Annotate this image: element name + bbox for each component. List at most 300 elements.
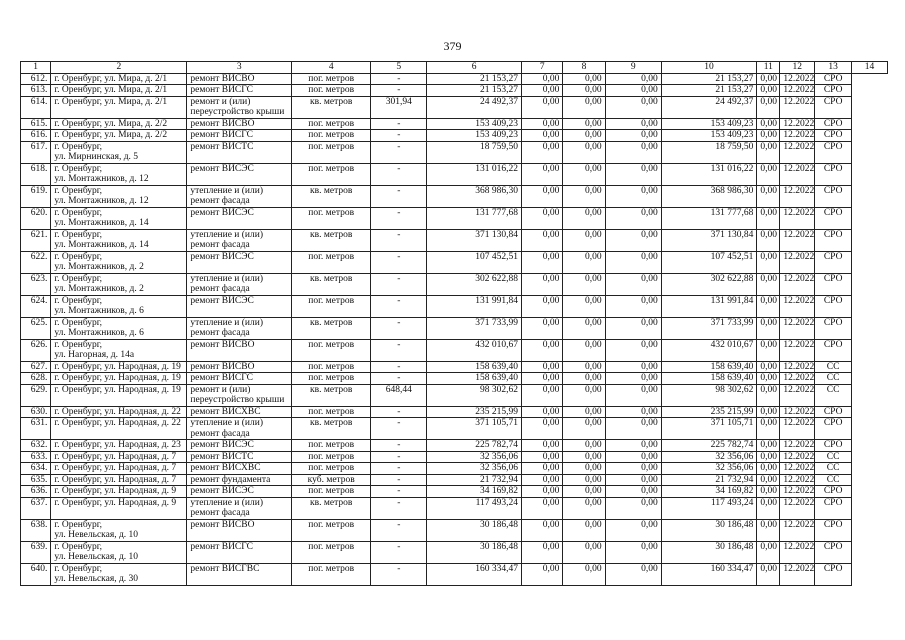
table-row bbox=[21, 229, 888, 251]
method-cell: СРО bbox=[815, 185, 852, 207]
quantity-cell: - bbox=[371, 563, 427, 585]
address-cell bbox=[51, 418, 187, 440]
total-cost-cell: 158 639,40 bbox=[427, 361, 522, 373]
unit-cell: пог. метров bbox=[292, 440, 371, 452]
table-row bbox=[21, 185, 888, 207]
row-number: 623. bbox=[21, 273, 51, 295]
fund-cell: 0,00 bbox=[757, 563, 780, 585]
fund-cell: 0,00 bbox=[605, 185, 661, 207]
column-header: 2 bbox=[51, 62, 187, 74]
method-cell: СРО bbox=[815, 118, 852, 130]
total-cost-cell: 30 186,48 bbox=[427, 541, 522, 563]
quantity-cell: - bbox=[371, 486, 427, 498]
fund-cell: 0,00 bbox=[605, 497, 661, 519]
table-row bbox=[21, 96, 888, 118]
address-line-2: ул. Монтажников, д. 6 bbox=[54, 306, 144, 316]
fund-cell: 0,00 bbox=[522, 563, 563, 585]
work-type-cell bbox=[187, 474, 292, 486]
address-line-2: ул. Монтажников, д. 12 bbox=[54, 196, 149, 206]
fund-cell: 0,00 bbox=[522, 295, 563, 317]
fund-cell: 0,00 bbox=[522, 96, 563, 118]
work-type-cell bbox=[187, 418, 292, 440]
work-line-2: ремонт фасада bbox=[190, 428, 250, 439]
fund-cell: 0,00 bbox=[522, 273, 563, 295]
row-number: 627. bbox=[21, 361, 51, 373]
row-number: 634. bbox=[21, 463, 51, 475]
address-line-2: ул. Мирнинская, д. 5 bbox=[54, 152, 139, 162]
address-line-1: г. Оренбург, bbox=[54, 295, 102, 306]
fund-cell: 0,00 bbox=[757, 163, 780, 185]
quantity-cell: - bbox=[371, 141, 427, 163]
method-cell: СРО bbox=[815, 141, 852, 163]
table-row bbox=[21, 163, 888, 185]
fund-cell: 0,00 bbox=[522, 373, 563, 385]
table-row bbox=[21, 273, 888, 295]
address-line-1: г. Оренбург, bbox=[54, 251, 102, 262]
term-cell: 12.2022 bbox=[780, 497, 815, 519]
method-cell: СРО bbox=[815, 295, 852, 317]
method-cell: СРО bbox=[815, 418, 852, 440]
address-cell bbox=[51, 541, 187, 563]
row-number: 617. bbox=[21, 141, 51, 163]
fund-cell: 0,00 bbox=[757, 451, 780, 463]
fund-cell: 0,00 bbox=[757, 85, 780, 97]
fund-cell: 368 986,30 bbox=[661, 185, 757, 207]
quantity-cell: - bbox=[371, 163, 427, 185]
fund-cell: 0,00 bbox=[605, 440, 661, 452]
total-cost-cell: 117 493,24 bbox=[427, 497, 522, 519]
fund-cell: 0,00 bbox=[605, 361, 661, 373]
term-cell: 12.2022 bbox=[780, 418, 815, 440]
fund-cell: 131 016,22 bbox=[661, 163, 757, 185]
unit-cell: пог. метров bbox=[292, 563, 371, 585]
work-line-2: переустройство крыши bbox=[190, 395, 285, 405]
fund-cell: 0,00 bbox=[563, 519, 605, 541]
fund-cell: 0,00 bbox=[605, 73, 661, 85]
work-type-cell bbox=[187, 85, 292, 97]
term-cell: 12.2022 bbox=[780, 229, 815, 251]
fund-cell: 0,00 bbox=[757, 361, 780, 373]
table-row bbox=[21, 451, 888, 463]
fund-cell: 0,00 bbox=[522, 440, 563, 452]
total-cost-cell: 21 732,94 bbox=[427, 474, 522, 486]
table-row bbox=[21, 418, 888, 440]
work-line-1: утепление и (или) bbox=[190, 185, 264, 196]
method-cell: СРО bbox=[815, 96, 852, 118]
address-line-2: ул. Невельская, д. 10 bbox=[54, 530, 139, 540]
term-cell: 12.2022 bbox=[780, 563, 815, 585]
quantity-cell: - bbox=[371, 418, 427, 440]
work-type-cell bbox=[187, 185, 292, 207]
table-row bbox=[21, 251, 888, 273]
term-cell: 12.2022 bbox=[780, 295, 815, 317]
method-cell: СРО bbox=[815, 273, 852, 295]
row-number: 636. bbox=[21, 486, 51, 498]
fund-cell: 0,00 bbox=[757, 229, 780, 251]
term-cell: 12.2022 bbox=[780, 384, 815, 406]
table-row bbox=[21, 85, 888, 97]
method-cell: СРО bbox=[815, 317, 852, 339]
term-cell: 12.2022 bbox=[780, 317, 815, 339]
fund-cell: 0,00 bbox=[522, 85, 563, 97]
quantity-cell: - bbox=[371, 497, 427, 519]
table-row bbox=[21, 440, 888, 452]
address-cell bbox=[51, 185, 187, 207]
total-cost-cell: 160 334,47 bbox=[427, 563, 522, 585]
method-cell: СРО bbox=[815, 541, 852, 563]
total-cost-cell: 98 302,62 bbox=[427, 384, 522, 406]
unit-cell: пог. метров bbox=[292, 251, 371, 273]
unit-cell: пог. метров bbox=[292, 163, 371, 185]
work-type-cell bbox=[187, 373, 292, 385]
fund-cell: 0,00 bbox=[605, 339, 661, 361]
address-line-1: г. Оренбург, ул. Мира, д. 2/1 bbox=[54, 96, 168, 107]
fund-cell: 0,00 bbox=[563, 486, 605, 498]
fund-cell: 0,00 bbox=[522, 541, 563, 563]
work-type-cell bbox=[187, 295, 292, 317]
fund-cell: 0,00 bbox=[605, 96, 661, 118]
address-line-1: г. Оренбург, ул. Мира, д. 2/2 bbox=[54, 130, 168, 140]
work-type-cell bbox=[187, 229, 292, 251]
fund-cell: 0,00 bbox=[563, 163, 605, 185]
quantity-cell: - bbox=[371, 361, 427, 373]
fund-cell: 153 409,23 bbox=[661, 130, 757, 142]
term-cell: 12.2022 bbox=[780, 361, 815, 373]
work-line-2: ремонт фасада bbox=[190, 240, 250, 250]
address-cell bbox=[51, 361, 187, 373]
work-type-cell bbox=[187, 384, 292, 406]
fund-cell: 235 215,99 bbox=[661, 406, 757, 418]
unit-cell: пог. метров bbox=[292, 339, 371, 361]
fund-cell: 0,00 bbox=[605, 229, 661, 251]
table-row bbox=[21, 373, 888, 385]
total-cost-cell: 302 622,88 bbox=[427, 273, 522, 295]
table-row bbox=[21, 384, 888, 406]
fund-cell: 0,00 bbox=[563, 141, 605, 163]
term-cell: 12.2022 bbox=[780, 486, 815, 498]
unit-cell: пог. метров bbox=[292, 463, 371, 475]
address-line-1: г. Оренбург, ул. Народная, д. 9 bbox=[54, 497, 177, 508]
fund-cell: 0,00 bbox=[757, 519, 780, 541]
fund-cell: 0,00 bbox=[605, 541, 661, 563]
fund-cell: 158 639,40 bbox=[661, 373, 757, 385]
address-line-1: г. Оренбург, ул. Народная, д. 19 bbox=[54, 373, 181, 383]
fund-cell: 0,00 bbox=[757, 317, 780, 339]
term-cell: 12.2022 bbox=[780, 541, 815, 563]
capital-repair-table bbox=[20, 61, 888, 586]
unit-cell: пог. метров bbox=[292, 295, 371, 317]
table-row bbox=[21, 295, 888, 317]
fund-cell: 0,00 bbox=[605, 406, 661, 418]
unit-cell: пог. метров bbox=[292, 373, 371, 385]
work-line-1: ремонт и (или) bbox=[190, 384, 251, 395]
row-number: 631. bbox=[21, 418, 51, 440]
fund-cell: 0,00 bbox=[757, 418, 780, 440]
address-cell bbox=[51, 463, 187, 475]
row-number: 615. bbox=[21, 118, 51, 130]
total-cost-cell: 131 777,68 bbox=[427, 207, 522, 229]
column-header: 6 bbox=[427, 62, 522, 74]
address-cell bbox=[51, 519, 187, 541]
column-header: 14 bbox=[852, 62, 888, 74]
fund-cell: 0,00 bbox=[563, 563, 605, 585]
fund-cell: 0,00 bbox=[757, 541, 780, 563]
fund-cell: 0,00 bbox=[522, 130, 563, 142]
address-cell bbox=[51, 207, 187, 229]
term-cell: 12.2022 bbox=[780, 130, 815, 142]
fund-cell: 0,00 bbox=[563, 451, 605, 463]
unit-cell: пог. метров bbox=[292, 361, 371, 373]
work-line-1: ремонт ВИСЭС bbox=[190, 207, 254, 218]
method-cell: СРО bbox=[815, 497, 852, 519]
fund-cell: 371 130,84 bbox=[661, 229, 757, 251]
term-cell: 12.2022 bbox=[780, 163, 815, 185]
fund-cell: 0,00 bbox=[522, 229, 563, 251]
work-line-1: ремонт ВИСГС bbox=[190, 541, 253, 552]
fund-cell: 0,00 bbox=[605, 373, 661, 385]
method-cell: СС bbox=[815, 373, 852, 385]
column-header: 13 bbox=[815, 62, 852, 74]
fund-cell: 302 622,88 bbox=[661, 273, 757, 295]
fund-cell: 131 777,68 bbox=[661, 207, 757, 229]
address-line-2: ул. Невельская, д. 10 bbox=[54, 552, 139, 562]
address-line-1: г. Оренбург, bbox=[54, 541, 102, 552]
work-type-cell bbox=[187, 73, 292, 85]
row-number: 616. bbox=[21, 130, 51, 142]
total-cost-cell: 371 733,99 bbox=[427, 317, 522, 339]
address-line-1: г. Оренбург, ул. Мира, д. 2/1 bbox=[54, 85, 168, 95]
fund-cell: 0,00 bbox=[605, 118, 661, 130]
work-type-cell bbox=[187, 497, 292, 519]
address-line-2: ул. Монтажников, д. 14 bbox=[54, 240, 149, 250]
work-type-cell bbox=[187, 463, 292, 475]
table-row bbox=[21, 497, 888, 519]
work-line-1: ремонт ВИСХВС bbox=[190, 406, 261, 417]
quantity-cell: - bbox=[371, 85, 427, 97]
fund-cell: 0,00 bbox=[605, 474, 661, 486]
address-line-1: г. Оренбург, ул. Народная, д. 7 bbox=[54, 474, 177, 485]
work-type-cell bbox=[187, 251, 292, 273]
fund-cell: 0,00 bbox=[563, 317, 605, 339]
row-number: 626. bbox=[21, 339, 51, 361]
unit-cell: пог. метров bbox=[292, 519, 371, 541]
work-line-1: ремонт ВИСГС bbox=[190, 130, 253, 140]
column-header: 11 bbox=[757, 62, 780, 74]
quantity-cell: - bbox=[371, 451, 427, 463]
fund-cell: 21 153,27 bbox=[661, 73, 757, 85]
address-line-2: ул. Невельская, д. 30 bbox=[54, 574, 139, 584]
address-cell bbox=[51, 118, 187, 130]
fund-cell: 0,00 bbox=[757, 440, 780, 452]
work-line-1: ремонт ВИСЭС bbox=[190, 440, 254, 450]
address-line-1: г. Оренбург, bbox=[54, 519, 102, 530]
term-cell: 12.2022 bbox=[780, 463, 815, 475]
fund-cell: 0,00 bbox=[563, 73, 605, 85]
row-number: 629. bbox=[21, 384, 51, 406]
fund-cell: 30 186,48 bbox=[661, 541, 757, 563]
address-cell bbox=[51, 73, 187, 85]
work-line-1: ремонт ВИСГС bbox=[190, 85, 253, 95]
term-cell: 12.2022 bbox=[780, 207, 815, 229]
method-cell: СРО bbox=[815, 130, 852, 142]
method-cell: СС bbox=[815, 384, 852, 406]
fund-cell: 0,00 bbox=[563, 251, 605, 273]
term-cell: 12.2022 bbox=[780, 73, 815, 85]
address-line-2: ул. Монтажников, д. 12 bbox=[54, 174, 149, 184]
fund-cell: 0,00 bbox=[605, 418, 661, 440]
work-line-1: ремонт ВИСТС bbox=[190, 451, 254, 462]
term-cell: 12.2022 bbox=[780, 96, 815, 118]
term-cell: 12.2022 bbox=[780, 185, 815, 207]
address-cell bbox=[51, 406, 187, 418]
fund-cell: 0,00 bbox=[563, 85, 605, 97]
quantity-cell: - bbox=[371, 474, 427, 486]
fund-cell: 0,00 bbox=[605, 273, 661, 295]
address-line-1: г. Оренбург, bbox=[54, 317, 102, 328]
total-cost-cell: 225 782,74 bbox=[427, 440, 522, 452]
quantity-cell: - bbox=[371, 295, 427, 317]
row-number: 637. bbox=[21, 497, 51, 519]
unit-cell: пог. метров bbox=[292, 541, 371, 563]
fund-cell: 0,00 bbox=[757, 339, 780, 361]
column-header: 12 bbox=[780, 62, 815, 74]
fund-cell: 0,00 bbox=[605, 317, 661, 339]
quantity-cell: - bbox=[371, 463, 427, 475]
column-header: 4 bbox=[292, 62, 371, 74]
work-type-cell bbox=[187, 440, 292, 452]
unit-cell: пог. метров bbox=[292, 486, 371, 498]
fund-cell: 0,00 bbox=[522, 339, 563, 361]
page-number: 379 bbox=[443, 39, 462, 53]
fund-cell: 21 153,27 bbox=[661, 85, 757, 97]
fund-cell: 0,00 bbox=[563, 339, 605, 361]
work-type-cell bbox=[187, 406, 292, 418]
fund-cell: 0,00 bbox=[605, 486, 661, 498]
row-number: 633. bbox=[21, 451, 51, 463]
method-cell: СС bbox=[815, 474, 852, 486]
fund-cell: 107 452,51 bbox=[661, 251, 757, 273]
fund-cell: 0,00 bbox=[757, 486, 780, 498]
row-number: 612. bbox=[21, 73, 51, 85]
unit-cell: пог. метров bbox=[292, 451, 371, 463]
address-cell bbox=[51, 384, 187, 406]
address-cell bbox=[51, 130, 187, 142]
column-header: 5 bbox=[371, 62, 427, 74]
fund-cell: 160 334,47 bbox=[661, 563, 757, 585]
fund-cell: 34 169,82 bbox=[661, 486, 757, 498]
work-type-cell bbox=[187, 486, 292, 498]
fund-cell: 32 356,06 bbox=[661, 463, 757, 475]
quantity-cell: - bbox=[371, 251, 427, 273]
work-line-1: ремонт ВИСЭС bbox=[190, 251, 254, 262]
fund-cell: 0,00 bbox=[605, 130, 661, 142]
quantity-cell: - bbox=[371, 440, 427, 452]
total-cost-cell: 368 986,30 bbox=[427, 185, 522, 207]
method-cell: СРО bbox=[815, 563, 852, 585]
work-line-1: ремонт ВИСВО bbox=[190, 73, 255, 84]
work-line-1: ремонт ВИСВО bbox=[190, 519, 255, 530]
table-row bbox=[21, 73, 888, 85]
work-type-cell bbox=[187, 451, 292, 463]
fund-cell: 0,00 bbox=[563, 229, 605, 251]
quantity-cell: - bbox=[371, 185, 427, 207]
row-number: 630. bbox=[21, 406, 51, 418]
address-line-1: г. Оренбург, bbox=[54, 563, 102, 574]
address-line-1: г. Оренбург, ул. Мира, д. 2/2 bbox=[54, 118, 168, 129]
fund-cell: 0,00 bbox=[757, 130, 780, 142]
work-type-cell bbox=[187, 563, 292, 585]
address-cell bbox=[51, 251, 187, 273]
address-cell bbox=[51, 163, 187, 185]
table-row bbox=[21, 474, 888, 486]
total-cost-cell: 18 759,50 bbox=[427, 141, 522, 163]
fund-cell: 0,00 bbox=[605, 451, 661, 463]
row-number: 620. bbox=[21, 207, 51, 229]
fund-cell: 0,00 bbox=[757, 251, 780, 273]
term-cell: 12.2022 bbox=[780, 451, 815, 463]
fund-cell: 0,00 bbox=[522, 519, 563, 541]
fund-cell: 0,00 bbox=[563, 497, 605, 519]
unit-cell: пог. метров bbox=[292, 85, 371, 97]
address-cell bbox=[51, 317, 187, 339]
fund-cell: 0,00 bbox=[605, 463, 661, 475]
unit-cell: кв. метров bbox=[292, 229, 371, 251]
work-line-1: ремонт ВИСЭС bbox=[190, 295, 254, 306]
fund-cell: 0,00 bbox=[757, 474, 780, 486]
total-cost-cell: 153 409,23 bbox=[427, 130, 522, 142]
row-number: 640. bbox=[21, 563, 51, 585]
total-cost-cell: 24 492,37 bbox=[427, 96, 522, 118]
unit-cell: пог. метров bbox=[292, 73, 371, 85]
fund-cell: 0,00 bbox=[757, 73, 780, 85]
fund-cell: 0,00 bbox=[757, 373, 780, 385]
column-header: 8 bbox=[563, 62, 605, 74]
fund-cell: 117 493,24 bbox=[661, 497, 757, 519]
total-cost-cell: 153 409,23 bbox=[427, 118, 522, 130]
address-line-1: г. Оренбург, ул. Мира, д. 2/1 bbox=[54, 73, 168, 84]
address-cell bbox=[51, 229, 187, 251]
row-number: 625. bbox=[21, 317, 51, 339]
table-row bbox=[21, 317, 888, 339]
row-number: 613. bbox=[21, 85, 51, 97]
address-cell bbox=[51, 451, 187, 463]
row-number: 618. bbox=[21, 163, 51, 185]
work-type-cell bbox=[187, 118, 292, 130]
work-line-1: утепление и (или) bbox=[190, 497, 264, 508]
total-cost-cell: 235 215,99 bbox=[427, 406, 522, 418]
work-line-1: утепление и (или) bbox=[190, 418, 264, 428]
fund-cell: 0,00 bbox=[757, 141, 780, 163]
address-cell bbox=[51, 486, 187, 498]
row-number: 635. bbox=[21, 474, 51, 486]
column-header: 1 bbox=[21, 62, 51, 74]
address-line-2: ул. Монтажников, д. 6 bbox=[54, 328, 144, 338]
method-cell: СРО bbox=[815, 251, 852, 273]
table-row bbox=[21, 519, 888, 541]
unit-cell: кв. метров bbox=[292, 317, 371, 339]
quantity-cell: - bbox=[371, 207, 427, 229]
work-line-1: ремонт ВИСГВС bbox=[190, 563, 260, 574]
work-line-1: ремонт и (или) bbox=[190, 96, 251, 107]
address-line-1: г. Оренбург, ул. Народная, д. 23 bbox=[54, 440, 181, 450]
fund-cell: 0,00 bbox=[522, 317, 563, 339]
fund-cell: 24 492,37 bbox=[661, 96, 757, 118]
unit-cell: пог. метров bbox=[292, 141, 371, 163]
quantity-cell: - bbox=[371, 317, 427, 339]
fund-cell: 0,00 bbox=[605, 85, 661, 97]
method-cell: СРО bbox=[815, 207, 852, 229]
table-row bbox=[21, 463, 888, 475]
